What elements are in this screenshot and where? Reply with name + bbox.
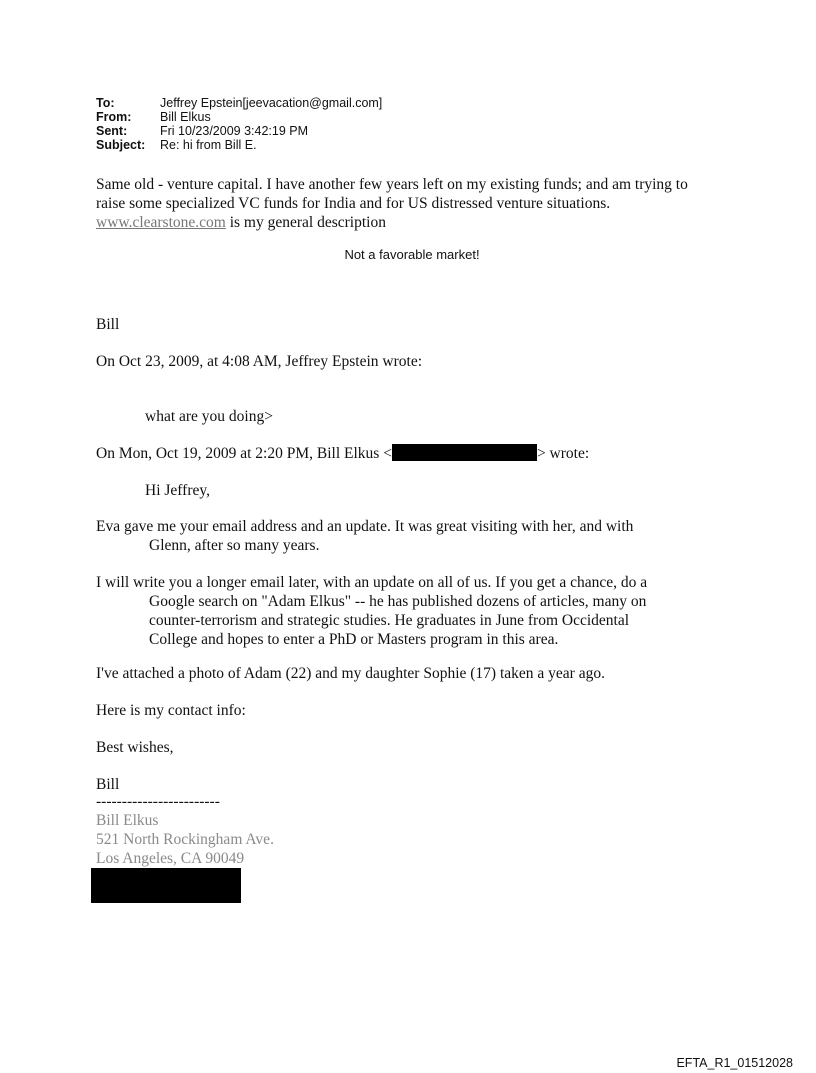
- sent-value: Fri 10/23/2009 3:42:19 PM: [160, 124, 309, 138]
- p1-line2: raise some specialized VC funds for India and for US distressed venture situations.: [96, 195, 611, 212]
- paragraph-adam: [96, 573, 796, 649]
- p1-line1: Same old - venture capital. I have another few years left on my existing funds; and am trying to: [96, 176, 688, 193]
- sent-row: [96, 124, 382, 138]
- clearstone-link[interactable]: www.clearstone.com: [96, 214, 226, 231]
- paragraph-venture: [96, 175, 796, 232]
- orig-intro-end: > wrote:: [536, 445, 590, 462]
- p1-line3: [96, 213, 796, 232]
- paragraph-eva: [96, 517, 796, 555]
- p3-line2: Google search on "Adam Elkus" -- he has published dozens of articles, many on: [149, 593, 647, 610]
- sig-address-line1: 521 North Rockingham Ave.: [96, 831, 274, 848]
- market-note: Not a favorable market!: [344, 247, 480, 262]
- to-row: [96, 96, 382, 110]
- sent-label: Sent:: [96, 124, 128, 138]
- signature-divider: ------------------------: [96, 793, 220, 810]
- redacted-email: [392, 444, 537, 461]
- sig-address-line2: Los Angeles, CA 90049: [96, 850, 245, 867]
- original-intro: [96, 444, 589, 463]
- orig-intro-start: On Mon, Oct 19, 2009 at 2:20 PM, Bill Elkus <: [96, 445, 392, 462]
- redacted-block: [91, 868, 241, 903]
- from-value: Bill Elkus: [160, 110, 211, 124]
- paragraph-contact: Here is my contact info:: [96, 702, 246, 719]
- subject-row: [96, 138, 382, 152]
- p1-tail: is my general description: [225, 214, 386, 231]
- signature-first: Bill: [96, 316, 120, 333]
- p3-line4: College and hopes to enter a PhD or Masters program in this area.: [149, 631, 559, 648]
- document-id: EFTA_R1_01512028: [676, 1056, 793, 1070]
- p2-line1: Eva gave me your email address and an update. It was great visiting with her, and with: [96, 518, 634, 535]
- to-value: Jeffrey Epstein[jeevacation@gmail.com]: [160, 96, 383, 110]
- email-header: [96, 96, 382, 152]
- signature-block: [96, 811, 274, 868]
- sig-name: Bill Elkus: [96, 812, 159, 829]
- quote-intro: On Oct 23, 2009, at 4:08 AM, Jeffrey Epstein wrote:: [96, 353, 423, 370]
- paragraph-photo: I've attached a photo of Adam (22) and my daughter Sophie (17) taken a year ago.: [96, 665, 605, 682]
- p3-line1: I will write you a longer email later, with an update on all of us. If you get a chance, do a: [96, 574, 648, 591]
- p3-line3: counter-terrorism and strategic studies. He graduates in June from Occidental: [149, 612, 630, 629]
- closing: Best wishes,: [96, 739, 174, 756]
- quoted-text: what are you doing>: [145, 408, 273, 425]
- to-label: To:: [96, 96, 115, 110]
- from-row: [96, 110, 382, 124]
- greeting: Hi Jeffrey,: [145, 482, 210, 499]
- p2-line2: Glenn, after so many years.: [149, 537, 320, 554]
- signature-second: Bill: [96, 776, 120, 793]
- subject-label: Subject:: [96, 138, 146, 152]
- from-label: From:: [96, 110, 132, 124]
- subject-value: Re: hi from Bill E.: [160, 138, 257, 152]
